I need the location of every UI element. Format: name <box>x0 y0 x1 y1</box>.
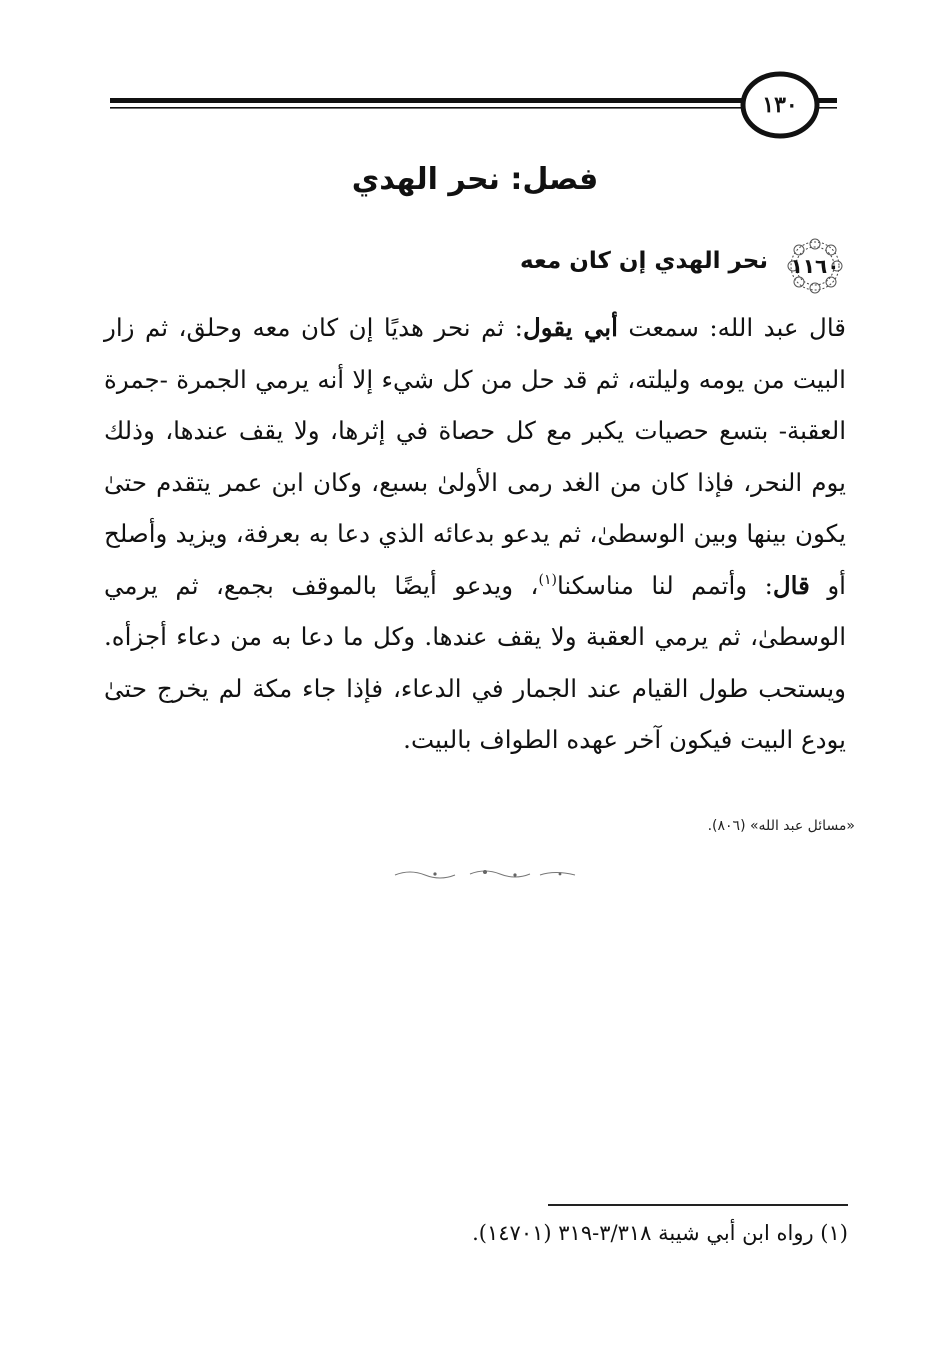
section-title: فصل: نحر الهدي <box>351 162 599 197</box>
body-text-4: ، ويدعو أيضًا بالموقف بجمع، ثم يرمي الوسطىٰ، ثم يرمي العقبة ولا يقف عندها. وكل ما دعا به من دعاء أجزأه. ويستحب طول القيام عند الجمار في الدعاء، فإذا جاء مكة لم يخرج حتىٰ يودع البيت فيكون آخر عهده الطواف بالبيت. <box>104 570 846 754</box>
source-reference: «مسائل عبد الله» (٨٠٦). <box>707 818 855 834</box>
body-text-1: قال عبد الله: سمعت <box>617 313 847 342</box>
body-text-3: : وأتمم لنا مناسكنا <box>556 570 773 600</box>
footnote-1: (١) رواه ابن أبي شيبة ٣/٣١٨-٣١٩ (١٤٧٠١). <box>472 1221 848 1245</box>
body-text-2: : ثم نحر هديًا إن كان معه وحلق، ثم زار البيت من يومه وليلته، ثم قد حل من كل شيء إلا أنه يرمي الجمرة -جمرة العقبة- بتسع حصيات يكبر مع كل حصاة في إثرها، ولا يقف عندها، وذلك يوم النحر، فإذا كان من الغد رمى الأولىٰ بسبع، وكان ابن عمر يتقدم حتىٰ يكون بينها وبين الوسطىٰ، ثم يدعو بدعائه الذي دعا به بعرفة، ويزيد وأصلح أو <box>104 313 846 600</box>
entry-number-badge <box>784 238 846 294</box>
footnote-marker[interactable]: (١) <box>538 571 557 588</box>
page-number: ١٣٠ <box>762 92 798 118</box>
entry-heading <box>330 238 850 298</box>
divider-ornament <box>390 866 580 882</box>
footnote-separator <box>548 1204 848 1206</box>
page-number-badge <box>738 70 822 140</box>
header-rule <box>110 98 837 112</box>
entry-number: ١١٦٠ <box>790 254 840 278</box>
ornament-divider-icon <box>390 866 580 882</box>
body-paragraph <box>104 302 846 766</box>
body-bold-2: قال <box>772 570 810 600</box>
entry-title: نحر الهدي إن كان معه <box>520 248 768 274</box>
body-bold-1: أبي يقول <box>522 313 618 342</box>
